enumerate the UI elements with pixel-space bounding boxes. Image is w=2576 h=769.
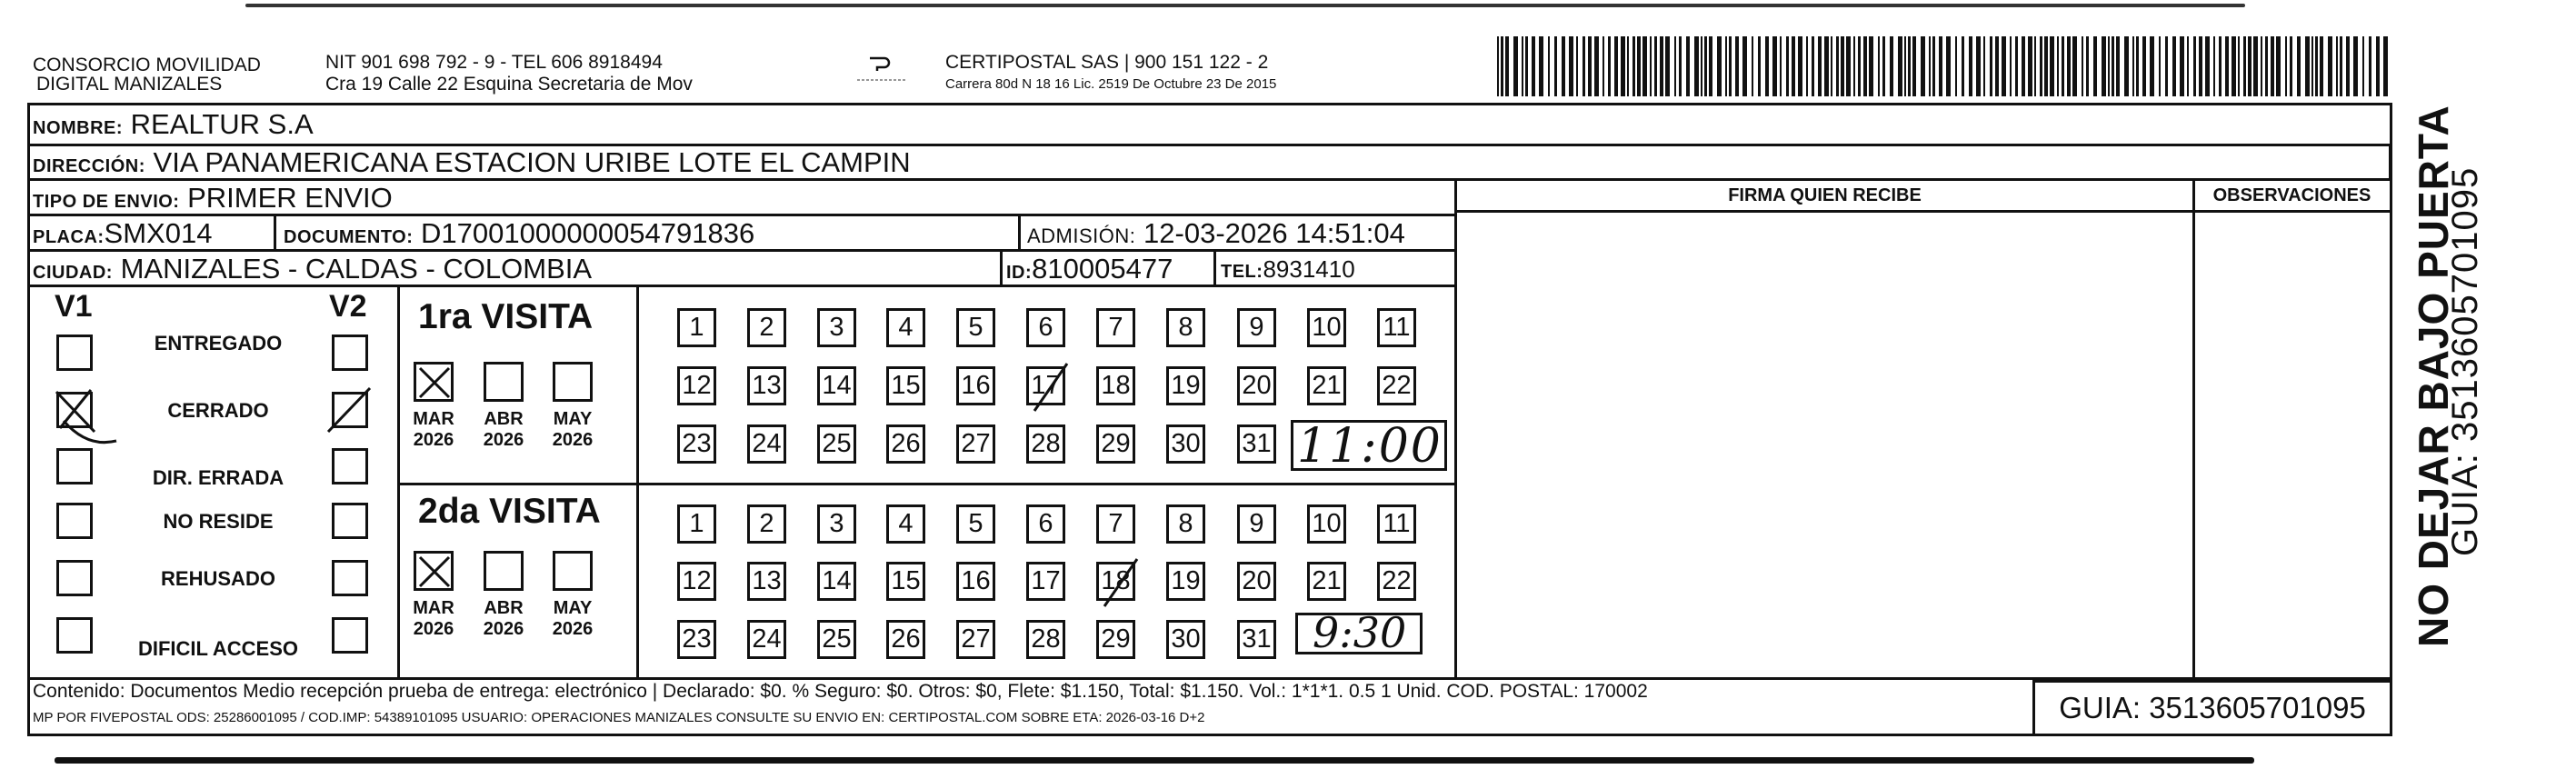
barcode-bar	[2086, 36, 2089, 96]
barcode-bar	[1921, 36, 1925, 96]
documento-label: DOCUMENTO:	[284, 227, 414, 247]
admision-label: ADMISIÓN:	[1027, 225, 1136, 247]
v2-day-3[interactable]: 3	[817, 504, 856, 544]
barcode-bar	[2320, 36, 2323, 96]
barcode-bar	[1717, 36, 1722, 96]
v2-day-21[interactable]: 21	[1307, 562, 1346, 601]
v1-checkbox-dificil-acceso[interactable]	[56, 617, 93, 654]
barcode-bar	[2165, 36, 2168, 96]
v1-checkbox-dir-errada[interactable]	[56, 448, 93, 484]
v1-checkbox-cerrado[interactable]	[56, 392, 93, 428]
barcode-bar	[1831, 36, 1832, 96]
v2-month-label: ABR 2026	[483, 598, 524, 639]
v2-day-31[interactable]: 31	[1237, 620, 1276, 659]
v1-month-label: MAY 2026	[552, 409, 594, 450]
barcode-bar	[1674, 36, 1676, 96]
barcode-bar	[2353, 36, 2358, 96]
barcode-bar	[1583, 36, 1585, 96]
barcode-bar	[1694, 36, 1699, 96]
side-warning: NO DEJAR BAJO PUERTA	[2410, 105, 2457, 647]
courier-address: Carrera 80d N 18 16 Lic. 2519 De Octubre 23 De 2015	[945, 76, 1277, 92]
barcode-bar	[1588, 36, 1592, 96]
barcode-bar	[2271, 36, 2274, 96]
barcode-bar	[1627, 36, 1629, 96]
v1-day-21[interactable]: 21	[1307, 366, 1346, 405]
barcode-bar	[1701, 36, 1702, 96]
v2-day-2[interactable]: 2	[747, 504, 786, 544]
barcode-bar	[1878, 36, 1880, 96]
admision-value: 12-03-2026 14:51:04	[1143, 217, 1405, 249]
barcode-bar	[1513, 36, 1518, 96]
barcode-bar	[2010, 36, 2012, 96]
nombre-label: NOMBRE:	[33, 118, 124, 138]
barcode-bar	[1686, 36, 1690, 96]
v1-checkbox-no-reside[interactable]	[56, 503, 93, 539]
barcode-bar	[2034, 36, 2036, 96]
barcode-bar	[1932, 36, 1935, 96]
v1-day-17[interactable]: 17	[1026, 366, 1065, 405]
barcode-bar	[2276, 36, 2281, 96]
v1-day-18[interactable]: 18	[1096, 366, 1135, 405]
v1-day-15[interactable]: 15	[886, 366, 925, 405]
documento-field	[284, 218, 754, 253]
footer-meta: MP POR FIVEPOSTAL ODS: 25286001095 / COD.IMP: 54389101095 USUARIO: OPERACIONES MANIZALES CONSULTE SU ENVIO EN: CERTIPOSTAL.COM SOBRE ETA: 2026-03-16 D+2	[33, 710, 1205, 725]
barcode-bar	[1786, 36, 1789, 96]
status-label: DIR. ERRADA	[152, 466, 285, 489]
barcode-bar	[1742, 36, 1747, 96]
barcode-bar	[1962, 36, 1964, 96]
barcode-bar	[2028, 36, 2032, 96]
barcode-bar	[2050, 36, 2054, 96]
barcode-bar	[1614, 36, 1618, 96]
barcode-bar	[1818, 36, 1822, 96]
placa-field	[33, 218, 212, 253]
barcode-bar	[2205, 36, 2210, 96]
barcode-bar	[2187, 36, 2189, 96]
sender-name-2: DIGITAL MANIZALES	[36, 74, 223, 95]
barcode-bar	[1539, 36, 1543, 96]
barcode-bar	[2022, 36, 2025, 96]
barcode-bar	[2102, 36, 2106, 96]
footer-contents: Contenido: Documentos Medio recepción prueba de entrega: electrónico | Declarado: $0. % Seguro: $0. Otros: $0, Flete: $1.150, Total: $1.150. Vol.: 1*1*1. 0.5 1 Unid. COD. POSTAL: 170002	[33, 681, 1648, 702]
barcode-bar	[1525, 36, 1528, 96]
v2-day-25[interactable]: 25	[817, 620, 856, 659]
barcode-bar	[1798, 36, 1802, 96]
tipo-field	[33, 183, 393, 217]
v2-month-checkbox-mar[interactable]	[414, 551, 454, 591]
barcode-bar	[2072, 36, 2077, 96]
side-guia: GUIA: 3513605701095	[2445, 166, 2485, 556]
barcode-bar	[1772, 36, 1777, 96]
v1-header: V1	[55, 289, 93, 324]
observaciones-header: OBSERVACIONES	[2212, 185, 2371, 205]
barcode-bar	[2219, 36, 2222, 96]
barcode-bar	[1548, 36, 1550, 96]
barcode-bar	[1735, 36, 1739, 96]
v2-day-17[interactable]: 17	[1026, 562, 1065, 601]
barcode-bar	[1654, 36, 1657, 96]
barcode-bar	[2150, 36, 2154, 96]
v2-checkbox-dificil-acceso[interactable]	[332, 617, 368, 654]
direccion-label: DIRECCIÓN:	[33, 156, 145, 176]
barcode-bar	[1946, 36, 1951, 96]
barcode-bar	[1853, 36, 1855, 96]
barcode-bar	[2040, 36, 2042, 96]
tel-label: TEL:	[1221, 262, 1263, 282]
guia-box: GUIA: 3513605701095	[2032, 680, 2392, 736]
v1-day-26[interactable]: 26	[886, 424, 925, 464]
nombre-field	[33, 109, 314, 144]
visit1-time	[1291, 419, 1447, 474]
tel-field	[1221, 254, 1355, 287]
status-label: REHUSADO	[161, 567, 275, 590]
barcode	[1493, 36, 2389, 96]
barcode-bar	[1729, 36, 1732, 96]
barcode-bar	[1497, 36, 1499, 96]
v2-month-checkbox-abr[interactable]	[484, 551, 524, 591]
barcode-bar	[2159, 36, 2161, 96]
barcode-bar	[2336, 36, 2338, 96]
barcode-bar	[2346, 36, 2350, 96]
barcode-bar	[2057, 36, 2059, 96]
v1-day-24[interactable]: 24	[747, 424, 786, 464]
v2-day-28[interactable]: 28	[1026, 620, 1065, 659]
barcode-bar	[2340, 36, 2342, 96]
v2-day-10[interactable]: 10	[1307, 504, 1346, 544]
barcode-bar	[2015, 36, 2018, 96]
v1-day-14[interactable]: 14	[817, 366, 856, 405]
barcode-bar	[2132, 36, 2134, 96]
v2-day-1[interactable]: 1	[677, 504, 716, 544]
v1-day-12[interactable]: 12	[677, 366, 716, 405]
barcode-bar	[1665, 36, 1670, 96]
barcode-bar	[1812, 36, 1814, 96]
v1-day-22[interactable]: 22	[1377, 366, 1416, 405]
v2-checkbox-rehusado[interactable]	[332, 560, 368, 596]
direccion-field	[33, 147, 911, 182]
barcode-bar	[1752, 36, 1753, 96]
barcode-bar	[2180, 36, 2184, 96]
barcode-bar	[2232, 36, 2236, 96]
v2-day-9[interactable]: 9	[1237, 504, 1276, 544]
barcode-bar	[1863, 36, 1867, 96]
barcode-bar	[1532, 36, 1535, 96]
v2-checkbox-entregado[interactable]	[332, 335, 368, 371]
barcode-bar	[2248, 36, 2252, 96]
barcode-bar	[1869, 36, 1873, 96]
barcode-bar	[2315, 36, 2318, 96]
v2-checkbox-cerrado[interactable]	[332, 392, 368, 428]
barcode-bar	[1912, 36, 1916, 96]
barcode-bar	[2044, 36, 2048, 96]
v1-day-2[interactable]: 2	[747, 308, 786, 347]
barcode-bar	[2067, 36, 2071, 96]
barcode-bar	[2285, 36, 2287, 96]
v2-header: V2	[329, 289, 367, 324]
barcode-bar	[2297, 36, 2301, 96]
firma-area[interactable]	[1457, 213, 2192, 677]
v1-month-label: MAR 2026	[413, 409, 454, 450]
barcode-bar	[1554, 36, 1557, 96]
barcode-bar	[1898, 36, 1902, 96]
v1-checkbox-rehusado[interactable]	[56, 560, 93, 596]
barcode-bar	[1904, 36, 1906, 96]
visit2-title: 2da VISITA	[418, 492, 601, 531]
id-value: 810005477	[1032, 253, 1173, 285]
id-label: ID:	[1006, 263, 1033, 283]
barcode-bar	[2328, 36, 2332, 96]
firma-header: FIRMA QUIEN RECIBE	[1728, 185, 1922, 205]
barcode-bar	[2253, 36, 2258, 96]
barcode-bar	[2116, 36, 2120, 96]
status-label: DIFICIL ACCESO	[137, 637, 298, 660]
v1-day-16[interactable]: 16	[956, 366, 995, 405]
barcode-bar	[1976, 36, 1981, 96]
v2-day-15[interactable]: 15	[886, 562, 925, 601]
scan-edge-top	[245, 4, 2245, 7]
barcode-bar	[2243, 36, 2246, 96]
barcode-bar	[2213, 36, 2215, 96]
v2-day-22[interactable]: 22	[1377, 562, 1416, 601]
barcode-bar	[2261, 36, 2262, 96]
barcode-bar	[2002, 36, 2006, 96]
v2-day-23[interactable]: 23	[677, 620, 716, 659]
barcode-bar	[1642, 36, 1647, 96]
barcode-bar	[1780, 36, 1782, 96]
barcode-bar	[1608, 36, 1611, 96]
v2-checkbox-dir-errada[interactable]	[332, 448, 368, 484]
v2-checkbox-no-reside[interactable]	[332, 503, 368, 539]
status-label: CERRADO	[167, 399, 269, 422]
v2-day-8[interactable]: 8	[1166, 504, 1205, 544]
v2-day-4[interactable]: 4	[886, 504, 925, 544]
barcode-bar	[2369, 36, 2371, 96]
sender-address: Cra 19 Calle 22 Esquina Secretaria de Mov	[325, 74, 693, 95]
direccion-value: VIA PANAMERICANA ESTACION URIBE LOTE EL CAMPIN	[153, 146, 911, 178]
tipo-label: TIPO DE ENVIO:	[33, 192, 180, 212]
v2-month-checkbox-may[interactable]	[553, 551, 593, 591]
id-field	[1006, 254, 1173, 288]
status-label: ENTREGADO	[154, 332, 283, 355]
v1-day-10[interactable]: 10	[1307, 308, 1346, 347]
barcode-bar	[1836, 36, 1839, 96]
barcode-bar	[1824, 36, 1829, 96]
v2-day-29[interactable]: 29	[1096, 620, 1135, 659]
scan-edge-bottom	[55, 757, 2254, 764]
nombre-value: REALTUR S.A	[130, 108, 314, 140]
v1-day-13[interactable]: 13	[747, 366, 786, 405]
tel-value: 8931410	[1263, 255, 1355, 283]
v2-day-5[interactable]: 5	[956, 504, 995, 544]
v1-month-checkbox-may[interactable]	[553, 362, 593, 402]
visit1-time-text: 11:00	[1297, 419, 1443, 474]
admision-field	[1027, 218, 1405, 252]
v1-month-checkbox-abr[interactable]	[484, 362, 524, 402]
barcode-bar	[1637, 36, 1641, 96]
v2-day-6[interactable]: 6	[1026, 504, 1065, 544]
barcode-bar	[2265, 36, 2268, 96]
barcode-bar	[1569, 36, 1573, 96]
v2-day-18[interactable]: 18	[1096, 562, 1135, 601]
tipo-value: PRIMER ENVIO	[187, 182, 393, 214]
v1-day-29[interactable]: 29	[1096, 424, 1135, 464]
barcode-bar	[1983, 36, 1985, 96]
barcode-bar	[1576, 36, 1578, 96]
ciudad-value: MANIZALES - CALDAS - COLOMBIA	[120, 253, 593, 285]
v2-day-20[interactable]: 20	[1237, 562, 1276, 601]
barcode-bar	[1995, 36, 1999, 96]
v1-day-5[interactable]: 5	[956, 308, 995, 347]
v1-day-30[interactable]: 30	[1166, 424, 1205, 464]
barcode-bar	[2136, 36, 2139, 96]
v2-day-7[interactable]: 7	[1096, 504, 1135, 544]
barcode-bar	[1908, 36, 1911, 96]
barcode-bar	[2193, 36, 2196, 96]
v1-day-11[interactable]: 11	[1377, 308, 1416, 347]
barcode-bar	[2383, 36, 2388, 96]
v1-day-6[interactable]: 6	[1026, 308, 1065, 347]
barcode-bar	[1882, 36, 1885, 96]
barcode-bar	[1505, 36, 1509, 96]
status-label: NO RESIDE	[163, 510, 274, 533]
barcode-bar	[2290, 36, 2292, 96]
v1-day-4[interactable]: 4	[886, 308, 925, 347]
barcode-bar	[2172, 36, 2176, 96]
barcode-bar	[2376, 36, 2380, 96]
ciudad-field	[33, 254, 592, 288]
sender-name-1: CONSORCIO MOVILIDAD	[33, 55, 261, 75]
barcode-bar	[1890, 36, 1893, 96]
sender-nit: NIT 901 698 792 - 9 - TEL 606 8918494	[325, 52, 663, 73]
barcode-bar	[1632, 36, 1635, 96]
barcode-bar	[1846, 36, 1851, 96]
barcode-bar	[1562, 36, 1565, 96]
barcode-bar	[2311, 36, 2313, 96]
barcode-bar	[1929, 36, 1931, 96]
barcode-bar	[1758, 36, 1761, 96]
barcode-bar	[1990, 36, 1992, 96]
day-mark	[1092, 555, 1146, 610]
barcode-bar	[1765, 36, 1769, 96]
visit2-time	[1295, 608, 1423, 657]
v2-day-24[interactable]: 24	[747, 620, 786, 659]
v2-day-12[interactable]: 12	[677, 562, 716, 601]
barcode-bar	[1501, 36, 1503, 96]
v2-month-label: MAR 2026	[413, 598, 454, 639]
placa-label: PLACA:	[33, 227, 105, 247]
v1-day-31[interactable]: 31	[1237, 424, 1276, 464]
v2-day-30[interactable]: 30	[1166, 620, 1205, 659]
barcode-bar	[1709, 36, 1712, 96]
v2-month-label: MAY 2026	[552, 598, 594, 639]
v1-month-checkbox-mar[interactable]	[414, 362, 454, 402]
v2-day-16[interactable]: 16	[956, 562, 995, 601]
barcode-bar	[2305, 36, 2310, 96]
courier-logo-icon	[850, 53, 914, 85]
v1-day-3[interactable]: 3	[817, 308, 856, 347]
v1-day-27[interactable]: 27	[956, 424, 995, 464]
visit1-title: 1ra VISITA	[418, 297, 594, 336]
month-x-mark	[416, 365, 453, 401]
placa-value: SMX014	[104, 217, 213, 249]
barcode-bar	[1858, 36, 1861, 96]
barcode-bar	[1955, 36, 1957, 96]
barcode-bar	[1679, 36, 1682, 96]
observaciones-area[interactable]	[2195, 213, 2389, 677]
v1-day-7[interactable]: 7	[1096, 308, 1135, 347]
barcode-bar	[1725, 36, 1727, 96]
barcode-bar	[2225, 36, 2229, 96]
v2-day-11[interactable]: 11	[1377, 504, 1416, 544]
barcode-bar	[1621, 36, 1625, 96]
v1-day-28[interactable]: 28	[1026, 424, 1065, 464]
barcode-bar	[1660, 36, 1663, 96]
barcode-bar	[2199, 36, 2202, 96]
barcode-bar	[2362, 36, 2364, 96]
v2-day-27[interactable]: 27	[956, 620, 995, 659]
v1-day-8[interactable]: 8	[1166, 308, 1205, 347]
barcode-bar	[2082, 36, 2083, 96]
barcode-bar	[1939, 36, 1942, 96]
barcode-bar	[1806, 36, 1808, 96]
barcode-bar	[1704, 36, 1707, 96]
v1-day-23[interactable]: 23	[677, 424, 716, 464]
ciudad-label: CIUDAD:	[33, 263, 113, 283]
barcode-bar	[1650, 36, 1652, 96]
barcode-bar	[1792, 36, 1795, 96]
barcode-bar	[1969, 36, 1972, 96]
v2-day-13[interactable]: 13	[747, 562, 786, 601]
barcode-bar	[2108, 36, 2110, 96]
barcode-bar	[1841, 36, 1844, 96]
barcode-bar	[2124, 36, 2129, 96]
v2-day-26[interactable]: 26	[886, 620, 925, 659]
v1-day-25[interactable]: 25	[817, 424, 856, 464]
visit2-time-text: 9:30	[1313, 608, 1407, 657]
v1-day-1[interactable]: 1	[677, 308, 716, 347]
barcode-bar	[2062, 36, 2064, 96]
v2-day-19[interactable]: 19	[1166, 562, 1205, 601]
documento-value: D17001000000054791836	[421, 217, 755, 249]
v2-day-14[interactable]: 14	[817, 562, 856, 601]
barcode-bar	[2142, 36, 2146, 96]
v1-day-19[interactable]: 19	[1166, 366, 1205, 405]
v1-checkbox-entregado[interactable]	[56, 335, 93, 371]
v1-day-20[interactable]: 20	[1237, 366, 1276, 405]
v1-day-9[interactable]: 9	[1237, 308, 1276, 347]
barcode-bar	[1522, 36, 1523, 96]
barcode-bar	[2093, 36, 2097, 96]
barcode-bar	[1603, 36, 1604, 96]
v1-month-label: ABR 2026	[483, 409, 524, 450]
courier-name: CERTIPOSTAL SAS | 900 151 122 - 2	[945, 52, 1269, 73]
day-mark	[1022, 360, 1076, 414]
barcode-bar	[2112, 36, 2114, 96]
month-x-mark	[416, 554, 453, 590]
barcode-bar	[1594, 36, 1599, 96]
barcode-bar	[2238, 36, 2240, 96]
